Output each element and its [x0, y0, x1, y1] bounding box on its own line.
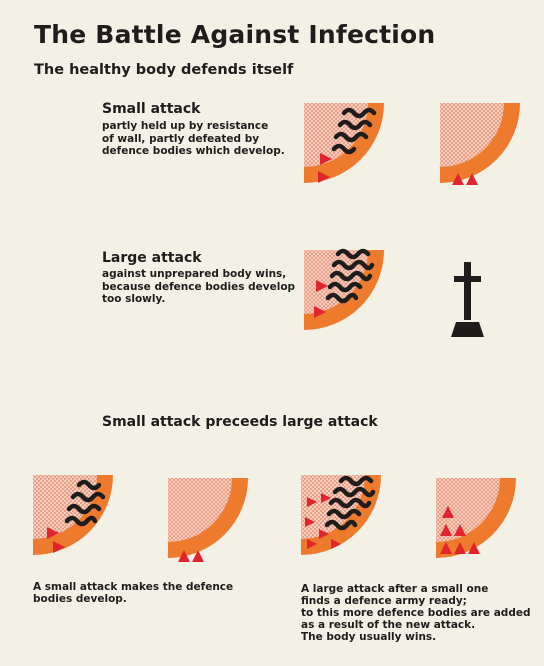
large-attack-text: against unprepared body wins, because defence bodies develop too slowly.: [102, 268, 296, 305]
page-subtitle: The healthy body defends itself: [34, 62, 294, 78]
small-attack-text: partly held up by resistance of wall, partly defeated by defence bodies which develop.: [102, 120, 285, 157]
page-title: The Battle Against Infection: [34, 20, 436, 49]
large-attack-diagram: [304, 250, 399, 345]
large-after-small-attack-diagram: [301, 475, 396, 570]
defence-developed-diagram: [168, 478, 263, 573]
caption-small-makes-defence: A small attack makes the defence bodies develop.: [33, 581, 234, 605]
body-wins-diagram: [436, 478, 531, 573]
large-attack-heading: Large attack: [102, 250, 202, 266]
small-attack-result-diagram: [440, 103, 535, 198]
small-attack-diagram: [304, 103, 399, 198]
caption-large-after-small: A large attack after a small one finds a defence army ready; to this more defence bodies are added as a result of the new attack. The body usually wins.: [301, 583, 531, 643]
small-first-attack-diagram: [33, 475, 128, 570]
grave-cross-icon: [448, 262, 488, 342]
small-attack-heading: Small attack: [102, 101, 201, 117]
small-precedes-large-heading: Small attack preceeds large attack: [102, 414, 378, 430]
